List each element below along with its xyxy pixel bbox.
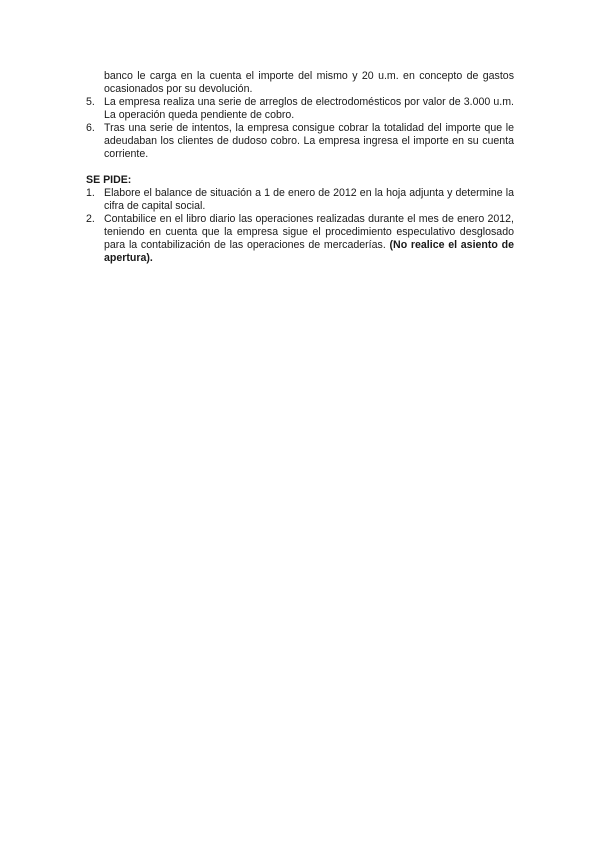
operation-item-5 bbox=[86, 96, 514, 122]
operation-number: 6. bbox=[86, 122, 95, 134]
operation-text: Tras una serie de intentos, la empresa consigue cobrar la totalidad del importe que le adeudaban los clientes de dudoso cobro. La empresa ingresa el importe en su cuenta corriente. bbox=[104, 122, 514, 160]
document-page bbox=[86, 70, 514, 265]
task-bold-note: (No realice el asiento de apertura). bbox=[104, 239, 514, 264]
operations-list bbox=[86, 96, 514, 161]
continuation-paragraph: banco le carga en la cuenta el importe del mismo y 20 u.m. en concepto de gastos ocasionados por su devolución. bbox=[104, 70, 514, 95]
task-text: Contabilice en el libro diario las operaciones realizadas durante el mes de enero 2012, teniendo en cuenta que la empresa sigue el procedimiento especulativo desglosado para la contabilización de las operaciones de mercaderías. bbox=[104, 213, 514, 251]
se-pide-heading: SE PIDE: bbox=[86, 174, 132, 186]
task-number: 2. bbox=[86, 213, 95, 225]
task-item-2 bbox=[86, 213, 514, 265]
operation-item-6 bbox=[86, 122, 514, 161]
task-number: 1. bbox=[86, 187, 95, 199]
task-item-1 bbox=[86, 187, 514, 213]
tasks-list bbox=[86, 187, 514, 265]
operation-number: 5. bbox=[86, 96, 95, 108]
task-text-wrapper bbox=[104, 213, 514, 265]
task-text: Elabore el balance de situación a 1 de enero de 2012 en la hoja adjunta y determine la cifra de capital social. bbox=[104, 187, 514, 212]
operation-text: La empresa realiza una serie de arreglos de electrodomésticos por valor de 3.000 u.m. La operación queda pendiente de cobro. bbox=[104, 96, 514, 121]
